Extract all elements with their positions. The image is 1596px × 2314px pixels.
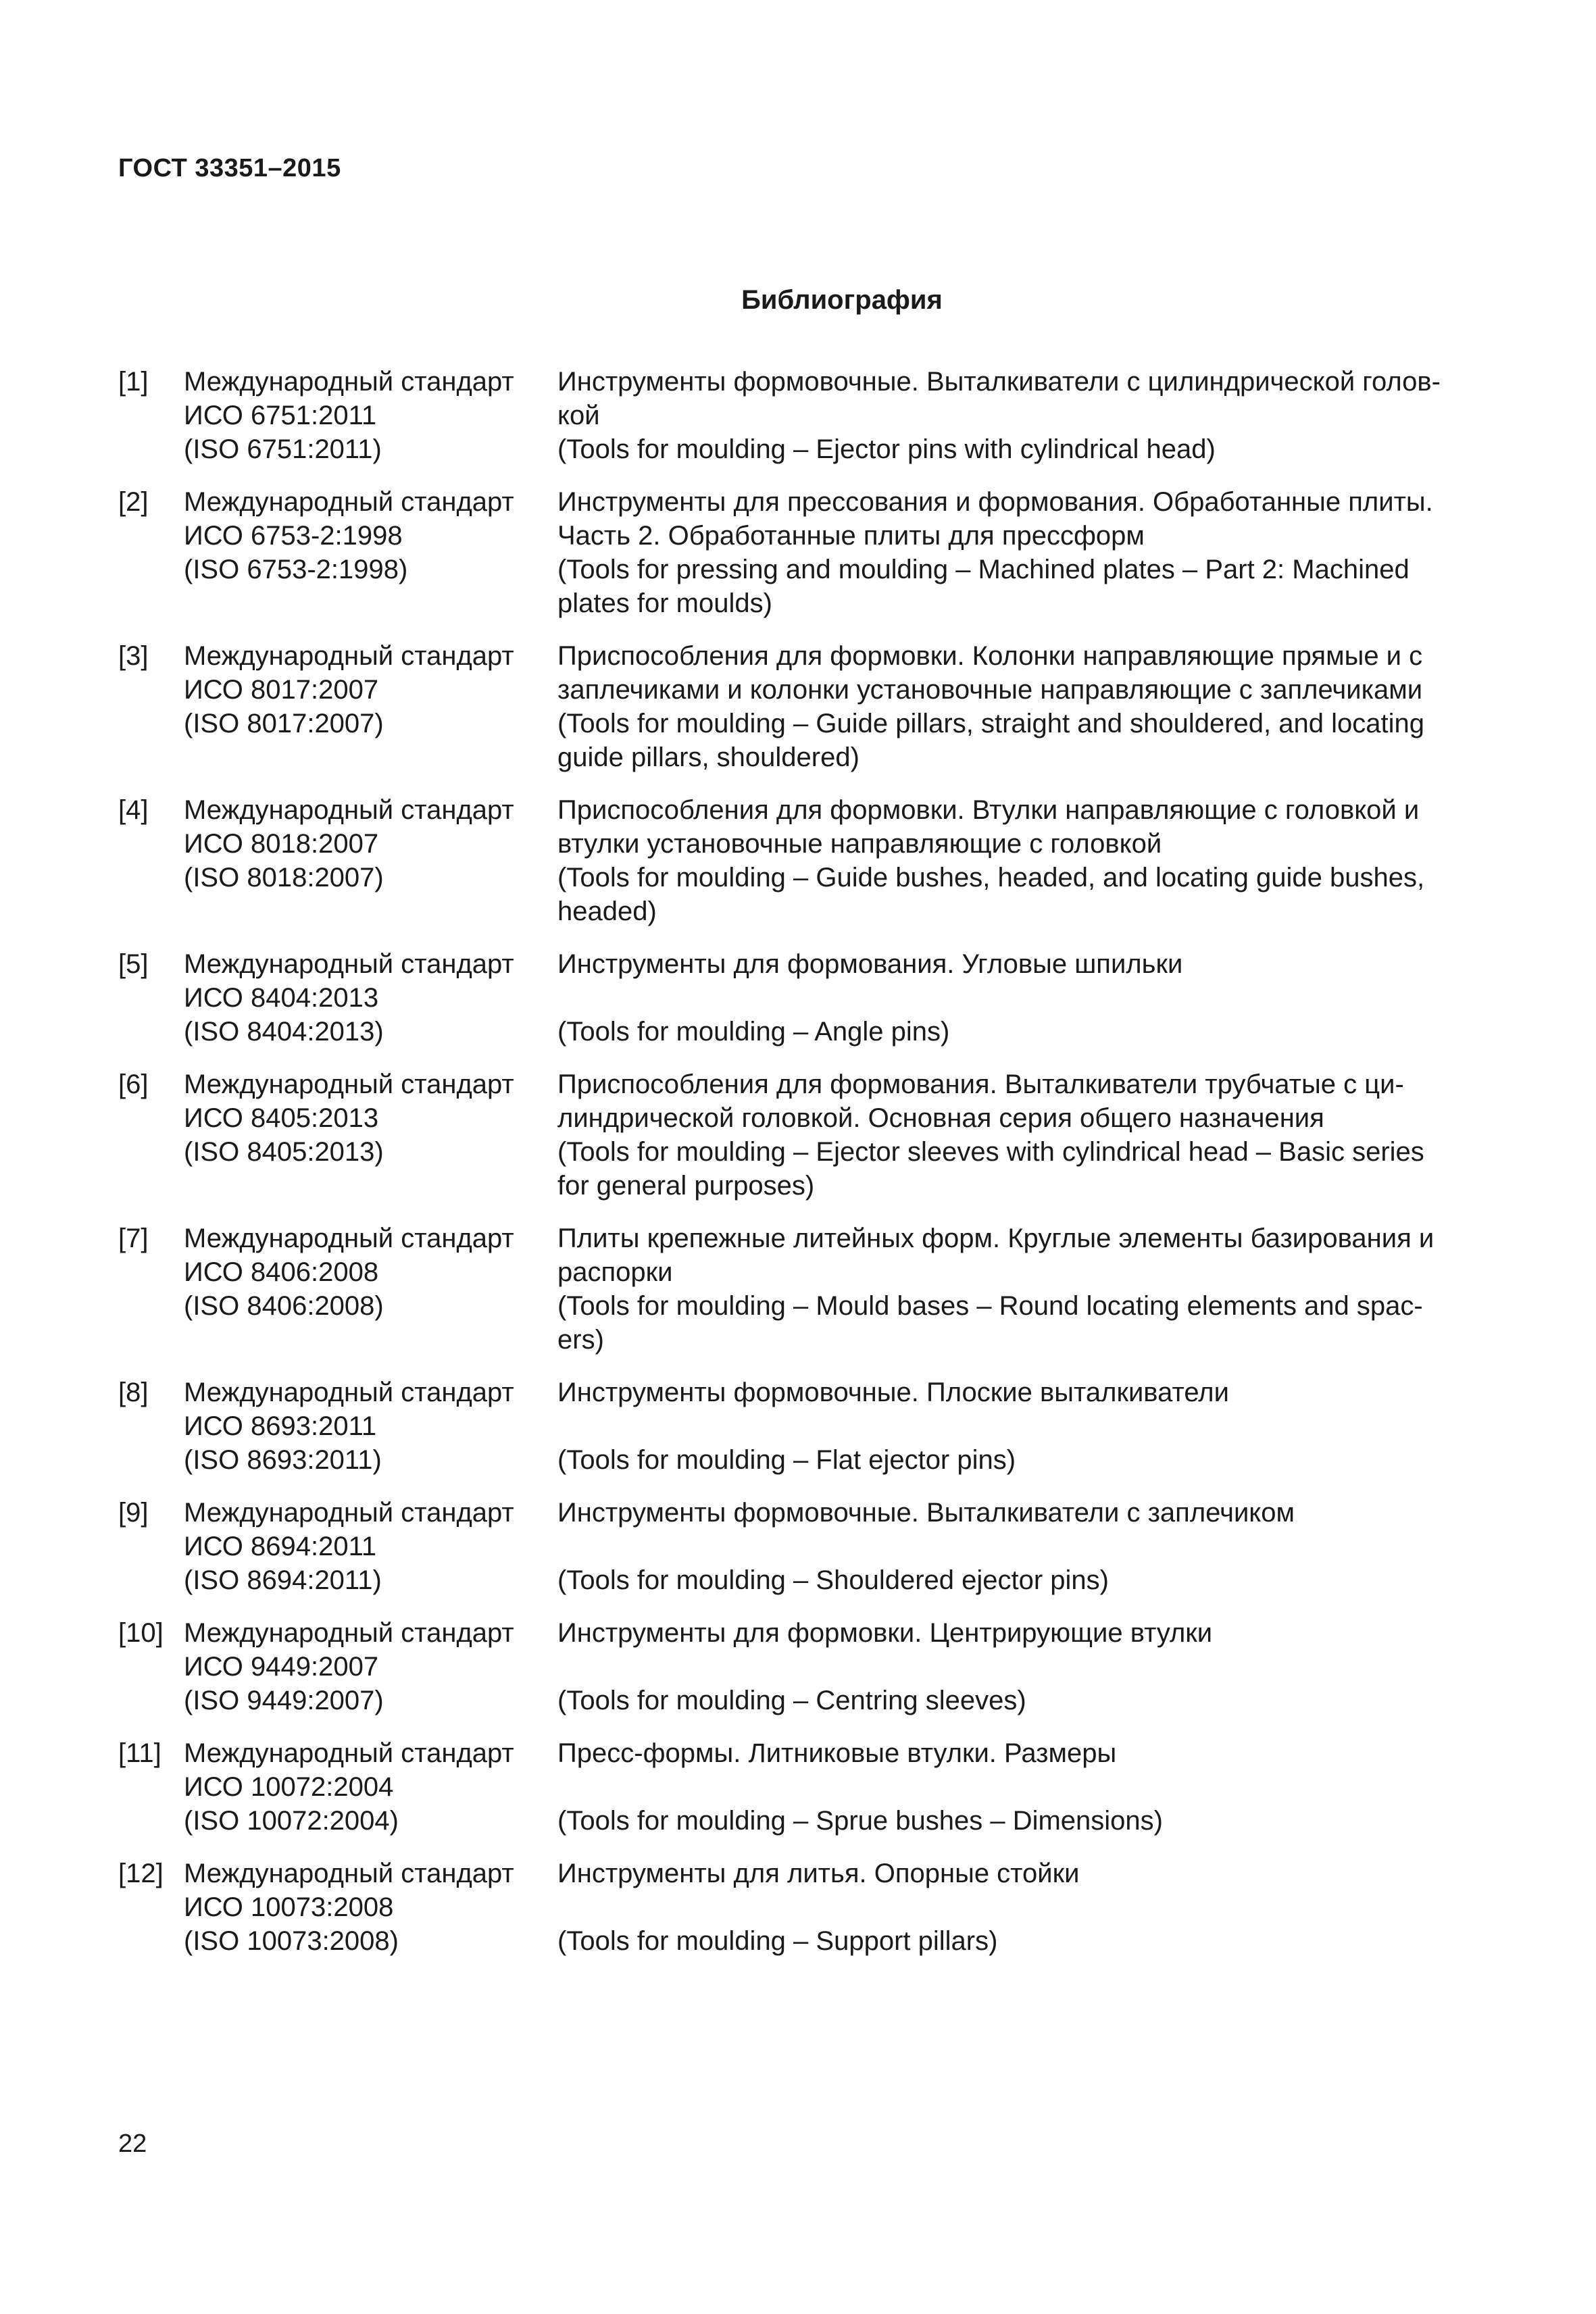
title-russian-line: Инструменты для литья. Опорные стойки — [557, 1859, 1080, 1888]
title-english-line: guide pillars, shouldered) — [557, 743, 859, 772]
title-russian-line: Инструменты формовочные. Выталкиватели с заплечиком — [557, 1498, 1295, 1528]
title-english — [557, 1015, 1483, 1049]
document-id-line: (ISO 9449:2007) — [184, 1686, 384, 1715]
title-russian — [557, 1616, 1483, 1684]
title-english-line: (Tools for moulding – Ejector pins with cylindrical head) — [557, 434, 1216, 464]
document-id-line: Международный стандарт — [184, 641, 514, 671]
document-id-line: Международный стандарт — [184, 487, 514, 517]
document-id-line: ИСО 9449:2007 — [184, 1652, 379, 1682]
page-number: 22 — [118, 2130, 147, 2158]
entry-number: [8] — [118, 1378, 149, 1407]
title-russian-line: линдрической головкой. Основная серия общего назначения — [557, 1103, 1324, 1133]
title-english-line: (Tools for moulding – Guide pillars, straight and shouldered, and locating — [557, 709, 1424, 738]
title-russian-line: Инструменты для формовки. Центрирующие втулки — [557, 1618, 1213, 1648]
entry-number: [4] — [118, 795, 149, 825]
document-id-line: Международный стандарт — [184, 795, 514, 825]
entry-document-id — [184, 639, 557, 774]
document-id-line: (ISO 8404:2013) — [184, 1017, 384, 1047]
bibliography-entry — [118, 1222, 1483, 1357]
bibliography-entry — [118, 365, 1483, 466]
title-english-line: headed) — [557, 897, 657, 926]
document-id-line: (ISO 8018:2007) — [184, 863, 384, 892]
title-english — [557, 1563, 1483, 1597]
entry-document-id — [184, 1376, 557, 1477]
document-id-line: Международный стандарт — [184, 1498, 514, 1528]
entry-document-id — [184, 1736, 557, 1838]
document-id-line: ИСО 10073:2008 — [184, 1892, 394, 1922]
entry-description — [557, 793, 1483, 928]
entry-number: [2] — [118, 487, 149, 517]
bibliography-entry — [118, 1496, 1483, 1597]
entry-document-id — [184, 947, 557, 1049]
title-russian-line: Часть 2. Обработанные плиты для прессформ — [557, 521, 1145, 551]
title-english-line: (Tools for moulding – Centring sleeves) — [557, 1686, 1026, 1715]
title-russian-line: распорки — [557, 1257, 673, 1287]
entry-document-id — [184, 1496, 557, 1597]
document-id-line: Международный стандарт — [184, 1859, 514, 1888]
title-english — [557, 1804, 1483, 1838]
bibliography-entry — [118, 485, 1483, 620]
entry-document-id — [184, 793, 557, 928]
document-id-line: (ISO 8017:2007) — [184, 709, 384, 738]
title-russian — [557, 365, 1483, 432]
entry-number: [7] — [118, 1224, 149, 1253]
document-id-line: ИСО 8694:2011 — [184, 1532, 377, 1561]
document-id-line: ИСО 6753-2:1998 — [184, 521, 403, 551]
document-id-line: (ISO 10073:2008) — [184, 1926, 399, 1956]
title-russian-line: Инструменты для формования. Угловые шпильки — [557, 949, 1183, 979]
document-id-line: ИСО 8017:2007 — [184, 675, 379, 705]
document-id-line: (ISO 10072:2004) — [184, 1806, 399, 1836]
title-russian-line: Инструменты формовочные. Выталкиватели с цилиндрической голов- — [557, 367, 1441, 397]
bibliography-entry — [118, 639, 1483, 774]
title-english — [557, 1684, 1483, 1717]
entry-description — [557, 639, 1483, 774]
entry-number: [5] — [118, 949, 149, 979]
entry-description — [557, 1496, 1483, 1597]
title-russian — [557, 947, 1483, 1015]
document-id-line: Международный стандарт — [184, 1070, 514, 1099]
document-id-line: (ISO 6751:2011) — [184, 434, 382, 464]
title-russian-line: Пресс-формы. Литниковые втулки. Размеры — [557, 1738, 1117, 1768]
title-russian-line: Приспособления для формовки. Колонки направляющие прямые и с — [557, 641, 1423, 671]
title-english-line: (Tools for moulding – Shouldered ejector pins) — [557, 1565, 1109, 1595]
title-russian — [557, 793, 1483, 861]
title-english-line: (Tools for moulding – Sprue bushes – Dimensions) — [557, 1806, 1163, 1836]
title-russian-line: Инструменты формовочные. Плоские выталкиватели — [557, 1378, 1229, 1407]
document-id-line: (ISO 8694:2011) — [184, 1565, 382, 1595]
bibliography-entry — [118, 1857, 1483, 1958]
entry-description — [557, 485, 1483, 620]
entry-number: [11] — [118, 1738, 161, 1768]
entry-description — [557, 1616, 1483, 1717]
bibliography-entry — [118, 793, 1483, 928]
title-russian — [557, 639, 1483, 707]
title-russian-line: кой — [557, 401, 600, 430]
title-russian-line: Приспособления для формования. Выталкиватели трубчатые с ци- — [557, 1070, 1404, 1099]
document-id-line: (ISO 8693:2011) — [184, 1445, 382, 1475]
entry-description — [557, 1376, 1483, 1477]
entry-document-id — [184, 1857, 557, 1958]
entry-number: [10] — [118, 1618, 164, 1648]
document-id-line: Международный стандарт — [184, 1378, 514, 1407]
title-russian — [557, 1222, 1483, 1289]
bibliography-entry — [118, 1067, 1483, 1203]
title-english-line: for general purposes) — [557, 1171, 815, 1201]
entry-description — [557, 365, 1483, 466]
entry-document-id — [184, 485, 557, 620]
document-id-line: Международный стандарт — [184, 1738, 514, 1768]
bibliography-list — [118, 365, 1483, 1977]
title-english-line: (Tools for pressing and moulding – Machined plates – Part 2: Machined — [557, 555, 1410, 584]
document-id-line: ИСО 8693:2011 — [184, 1411, 377, 1441]
document-id-line: (ISO 8405:2013) — [184, 1137, 384, 1167]
document-header: ГОСТ 33351–2015 — [118, 154, 341, 182]
bibliography-entry — [118, 1736, 1483, 1838]
title-english — [557, 861, 1483, 928]
entry-number: [9] — [118, 1498, 149, 1528]
entry-description — [557, 1857, 1483, 1958]
document-id-line: Международный стандарт — [184, 949, 514, 979]
title-russian — [557, 485, 1483, 553]
title-russian-line: Плиты крепежные литейных форм. Круглые элементы базирования и — [557, 1224, 1435, 1253]
title-russian — [557, 1857, 1483, 1924]
title-russian-line: Приспособления для формовки. Втулки направляющие с головкой и — [557, 795, 1420, 825]
bibliography-entry — [118, 1616, 1483, 1717]
entry-document-id — [184, 1616, 557, 1717]
document-id-line: Международный стандарт — [184, 367, 514, 397]
entry-description — [557, 1222, 1483, 1357]
title-russian-line: Инструменты для прессования и формования. Обработанные плиты. — [557, 487, 1433, 517]
title-russian-line: втулки установочные направляющие с головкой — [557, 829, 1162, 859]
title-english — [557, 1289, 1483, 1357]
title-russian-line: заплечиками и колонки установочные направляющие с заплечиками — [557, 675, 1423, 705]
entry-description — [557, 947, 1483, 1049]
entry-document-id — [184, 1222, 557, 1357]
title-russian — [557, 1067, 1483, 1135]
title-english — [557, 553, 1483, 620]
entry-description — [557, 1067, 1483, 1203]
title-english — [557, 1135, 1483, 1203]
entry-description — [557, 1736, 1483, 1838]
document-id-line: ИСО 8406:2008 — [184, 1257, 379, 1287]
document-id-line: Международный стандарт — [184, 1618, 514, 1648]
entry-number: [3] — [118, 641, 149, 671]
title-english-line: (Tools for moulding – Guide bushes, headed, and locating guide bushes, — [557, 863, 1425, 892]
title-english — [557, 707, 1483, 774]
title-english-line: (Tools for moulding – Flat ejector pins) — [557, 1445, 1016, 1475]
document-id-line: ИСО 6751:2011 — [184, 401, 377, 430]
title-russian — [557, 1376, 1483, 1443]
document-id-line: ИСО 8405:2013 — [184, 1103, 379, 1133]
title-english — [557, 1443, 1483, 1477]
title-russian — [557, 1736, 1483, 1804]
section-title: Библиография — [741, 285, 943, 315]
bibliography-entry — [118, 1376, 1483, 1477]
document-id-line: (ISO 8406:2008) — [184, 1291, 384, 1321]
title-english-line: (Tools for moulding – Support pillars) — [557, 1926, 998, 1956]
title-english-line: (Tools for moulding – Angle pins) — [557, 1017, 950, 1047]
entry-number: [12] — [118, 1859, 164, 1888]
entry-document-id — [184, 365, 557, 466]
entry-number: [1] — [118, 367, 149, 397]
title-english-line: plates for moulds) — [557, 588, 772, 618]
entry-number: [6] — [118, 1070, 149, 1099]
title-english-line: (Tools for moulding – Ejector sleeves with cylindrical head – Basic series — [557, 1137, 1424, 1167]
document-id-line: ИСО 8018:2007 — [184, 829, 379, 859]
title-english-line: (Tools for moulding – Mould bases – Round locating elements and spac- — [557, 1291, 1423, 1321]
bibliography-entry — [118, 947, 1483, 1049]
document-id-line: ИСО 10072:2004 — [184, 1772, 394, 1802]
title-english-line: ers) — [557, 1325, 604, 1355]
document-id-line: Международный стандарт — [184, 1224, 514, 1253]
title-english — [557, 432, 1483, 466]
document-id-line: ИСО 8404:2013 — [184, 983, 379, 1013]
title-russian — [557, 1496, 1483, 1563]
entry-document-id — [184, 1067, 557, 1203]
title-english — [557, 1924, 1483, 1958]
document-id-line: (ISO 6753-2:1998) — [184, 555, 408, 584]
